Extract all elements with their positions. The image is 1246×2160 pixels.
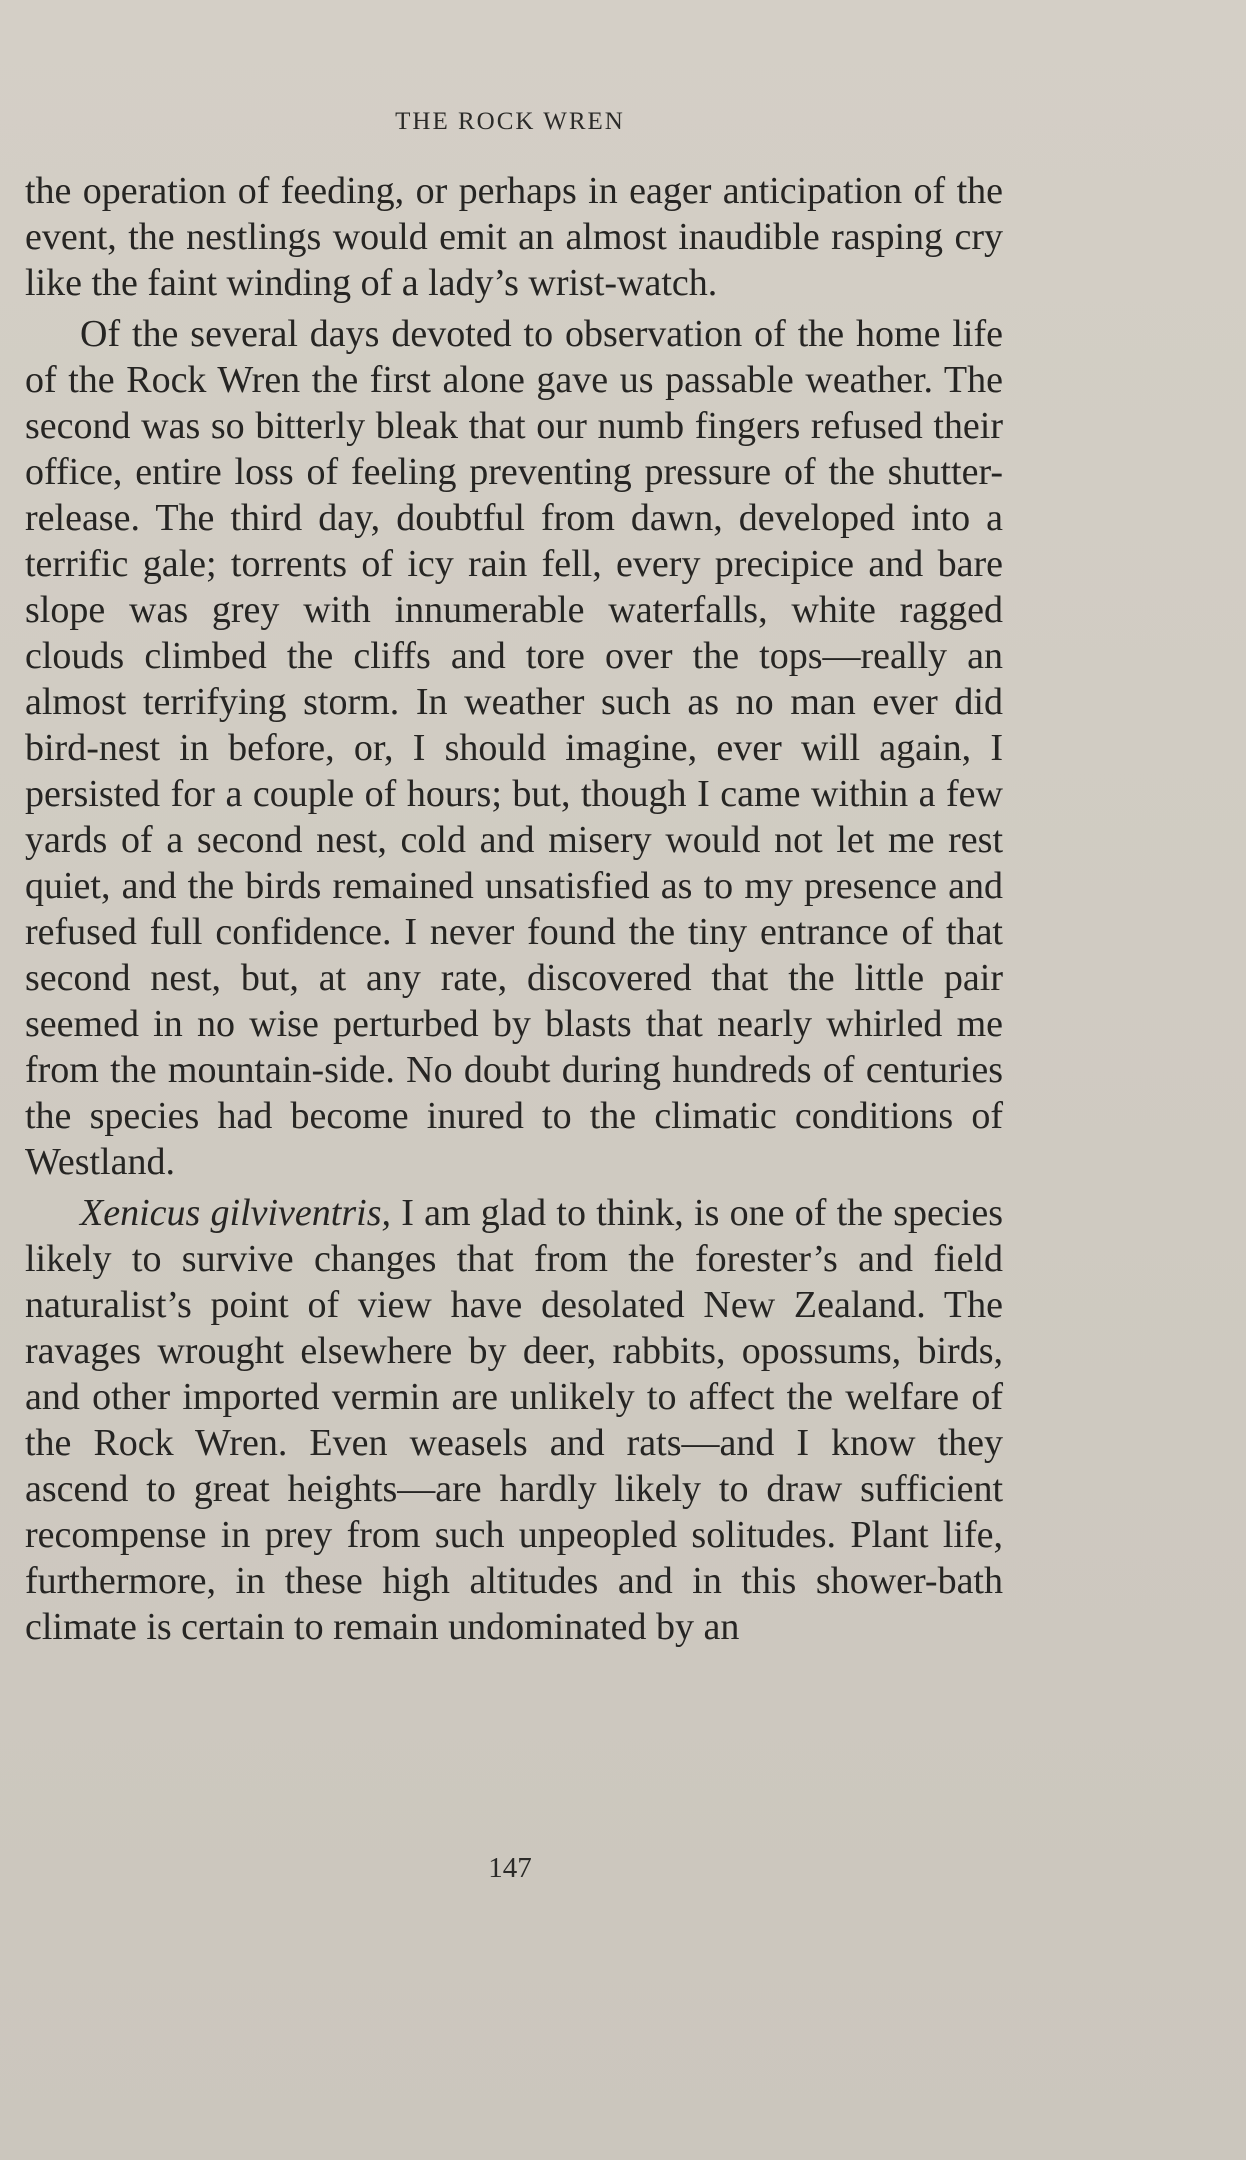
paragraph-text: the operation of feeding, or perhaps in eager anticipation of the event, the nestlings would emit an almost inaudible rasping cry like the faint winding of a lady’s wrist-watch.	[25, 170, 1003, 304]
paragraph-species-survival	[25, 1190, 1003, 1650]
species-name: Xenicus gilviventris,	[80, 1192, 391, 1234]
paragraph-continuation	[25, 168, 1003, 306]
running-head: THE ROCK WREN	[395, 108, 625, 135]
paragraph-observation-days	[25, 311, 1003, 1185]
body-text	[25, 168, 1003, 1650]
page-number: 147	[488, 1852, 532, 1884]
paragraph-text: Of the several days devoted to observation of the home life of the Rock Wren the first alone gave us passable weather. The second was so bitterly bleak that our numb fingers refused their office, entire loss of feeling preventing pressure of the shutter-release. The third day, doubtful from dawn, developed into a terrific gale; torrents of icy rain fell, every precipice and bare slope was grey with innumerable waterfalls, white ragged clouds climbed the cliffs and tore over the tops—really an almost terrifying storm. In weather such as no man ever did bird-nest in before, or, I should imagine, ever will again, I persisted for a couple of hours; but, though I came within a few yards of a second nest, cold and misery would not let me rest quiet, and the birds remained unsatisfied as to my presence and refused full confidence. I never found the tiny entrance of that second nest, but, at any rate, discovered that the little pair seemed in no wise perturbed by blasts that nearly whirled me from the mountain-side. No doubt during hundreds of centuries the species had become inured to the climatic conditions of Westland.	[25, 313, 1003, 1183]
paragraph-text: I am glad to think, is one of the species likely to survive changes that from the forester’s and field naturalist’s point of view have desolated New Zealand. The ravages wrought elsewhere by deer, rabbits, opossums, birds, and other imported vermin are unlikely to affect the welfare of the Rock Wren. Even weasels and rats—and I know they ascend to great heights—are hardly likely to draw sufficient recompense in prey from such unpeopled solitudes. Plant life, furthermore, in these high altitudes and in this shower-bath climate is certain to remain undominated by an	[25, 1192, 1003, 1648]
